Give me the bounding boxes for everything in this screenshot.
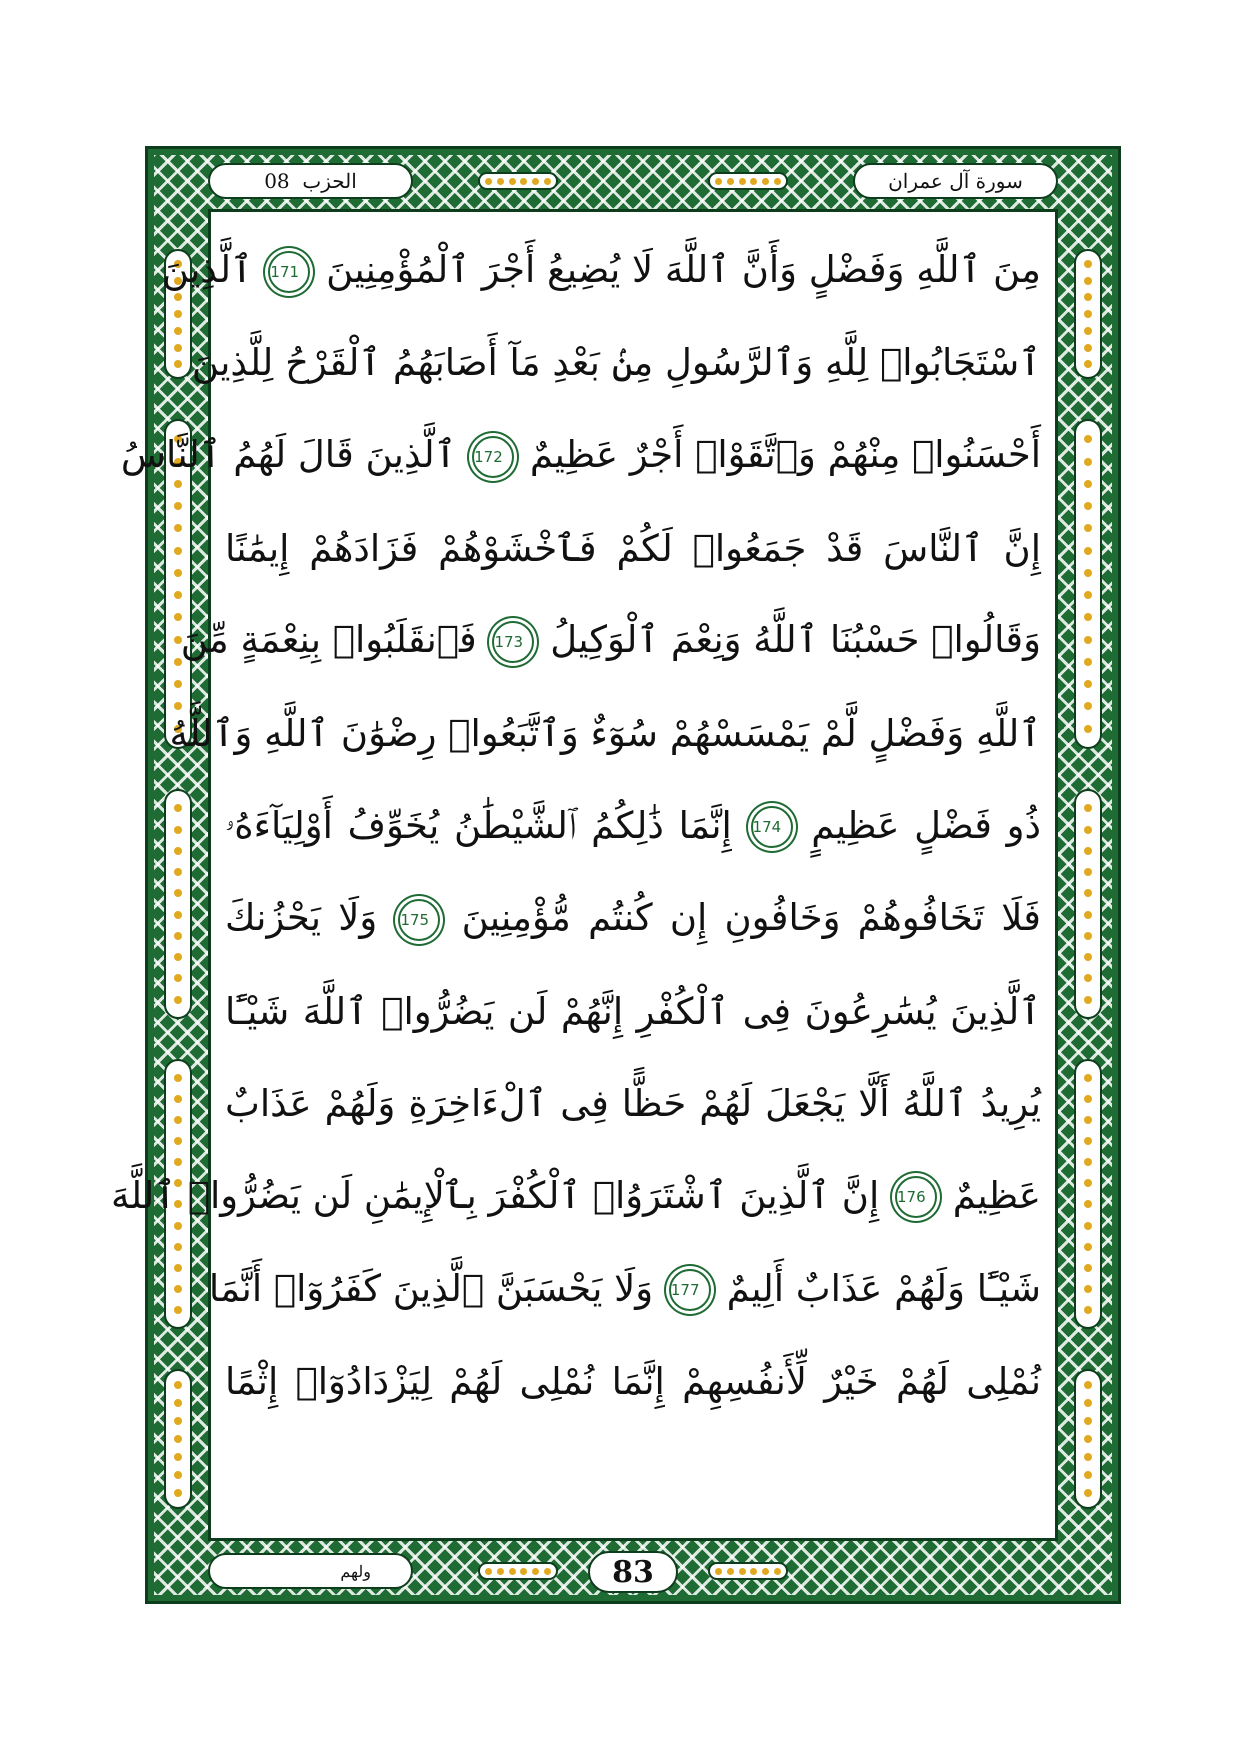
verse-text: ٱلَّذِينَ يُسَٰرِعُونَ فِى ٱلْكُفْرِ إِنَّهُمْ لَن يَضُرُّوا۟ ٱللَّهَ شَيْـًٔا [225,989,1041,1033]
ornament-dots [708,172,788,190]
verse-text: وَلَا يَحْسَبَنَّ ٱلَّذِينَ كَفَرُوٓا۟ أَنَّمَا [208,1266,665,1310]
verse-text: عَظِيمٌ [941,1173,1041,1217]
catchword: ولهم [208,1553,413,1589]
verse-text: إِنَّ ٱلنَّاسَ قَدْ جَمَعُوا۟ لَكُمْ فَٱخْشَوْهُمْ فَزَادَهُمْ إِيمَٰنًا [225,526,1041,570]
hizb-label [208,163,413,199]
page-frame [110,146,1121,1604]
hizb-number: 08 [264,169,290,193]
verse-text: فَٱنقَلَبُوا۟ بِنِعْمَةٍ مِّنَ [180,618,489,662]
text-line [180,594,1041,687]
verse-text: وَلَا يَحْزُنكَ [225,896,395,940]
verse-text: مِنَ ٱللَّهِ وَفَضْلٍ وَأَنَّ ٱللَّهَ لَا يُضِيعُ أَجْرَ ٱلْمُؤْمِنِينَ [314,248,1041,292]
quran-text [110,224,1042,1428]
verse-text: إِنَّمَا ذَٰلِكُمُ ٱلشَّيْطَٰنُ يُخَوِّفُ أَوْلِيَآءَهُۥ [225,803,747,847]
verse-text: نُمْلِى لَهُمْ خَيْرٌ لِّأَنفُسِهِمْ إِنَّمَا نُمْلِى لَهُمْ لِيَزْدَادُوٓا۟ إِثْمًا [225,1359,1041,1403]
text-line [169,687,1041,780]
text-line [225,965,1041,1058]
text-line [191,317,1041,410]
verse-text: فَلَا تَخَافُوهُمْ وَخَافُونِ إِن كُنتُم مُّؤْمِنِينَ [444,896,1041,940]
ornament-dots [708,1562,788,1580]
hizb-title: الحزب [302,169,357,193]
ayah-number-marker: 176 [895,1176,937,1218]
side-ornament-right [1068,249,1108,1509]
ayah-number-marker: 175 [398,899,440,941]
verse-text: وَقَالُوا۟ حَسْبُنَا ٱللَّهُ وَنِعْمَ ٱلْوَكِيلُ [538,618,1041,662]
verse-text: ٱسْتَجَابُوا۟ لِلَّهِ وَٱلرَّسُولِ مِنۢ بَعْدِ مَآ أَصَابَهُمُ ٱلْقَرْحُ لِلَّذِينَ [191,341,1041,385]
text-line [225,872,1041,965]
text-line [225,1335,1041,1428]
verse-text: ذُو فَضْلٍ عَظِيمٍ [796,803,1042,847]
ayah-number-marker: 173 [492,621,534,663]
text-line [225,1057,1041,1150]
ornament-dots [478,1562,558,1580]
ayah-number-marker: 174 [751,806,793,848]
verse-text: أَحْسَنُوا۟ مِنْهُمْ وَٱتَّقَوْا۟ أَجْرٌ عَظِيمٌ [518,433,1041,477]
ayah-number-marker: 172 [472,436,514,478]
text-line [161,224,1041,317]
page-number: 83 [588,1551,678,1593]
ayah-number-marker: 177 [669,1269,711,1311]
footer-band [208,1549,1058,1595]
text-line [120,409,1041,502]
ornament-dots [478,172,558,190]
verse-text: ٱللَّهِ وَفَضْلٍ لَّمْ يَمْسَسْهُمْ سُوٓءٌ وَٱتَّبَعُوا۟ رِضْوَٰنَ ٱللَّهِ وَٱللَّهُ [169,711,1041,755]
verse-text: إِنَّ ٱلَّذِينَ ٱشْتَرَوُا۟ ٱلْكُفْرَ بِٱلْإِيمَٰنِ لَن يَضُرُّوا۟ ٱللَّهَ [110,1173,892,1217]
text-line [225,780,1041,873]
surah-name-label: سورة آل عمران [853,163,1058,199]
text-line [208,1243,1041,1336]
text-area [110,209,1058,1541]
verse-text: ٱلَّذِينَ [161,248,265,292]
verse-text: شَيْـًٔا وَلَهُمْ عَذَابٌ أَلِيمٌ [714,1266,1041,1310]
ayah-number-marker: 171 [268,251,310,293]
header-band [208,159,1058,205]
text-line [110,1150,1041,1243]
verse-text: يُرِيدُ ٱللَّهُ أَلَّا يَجْعَلَ لَهُمْ حَظًّا فِى ٱلْءَاخِرَةِ وَلَهُمْ عَذَابٌ [225,1082,1041,1126]
text-line [225,502,1041,595]
verse-text: ٱلَّذِينَ قَالَ لَهُمُ ٱلنَّاسُ [120,433,469,477]
